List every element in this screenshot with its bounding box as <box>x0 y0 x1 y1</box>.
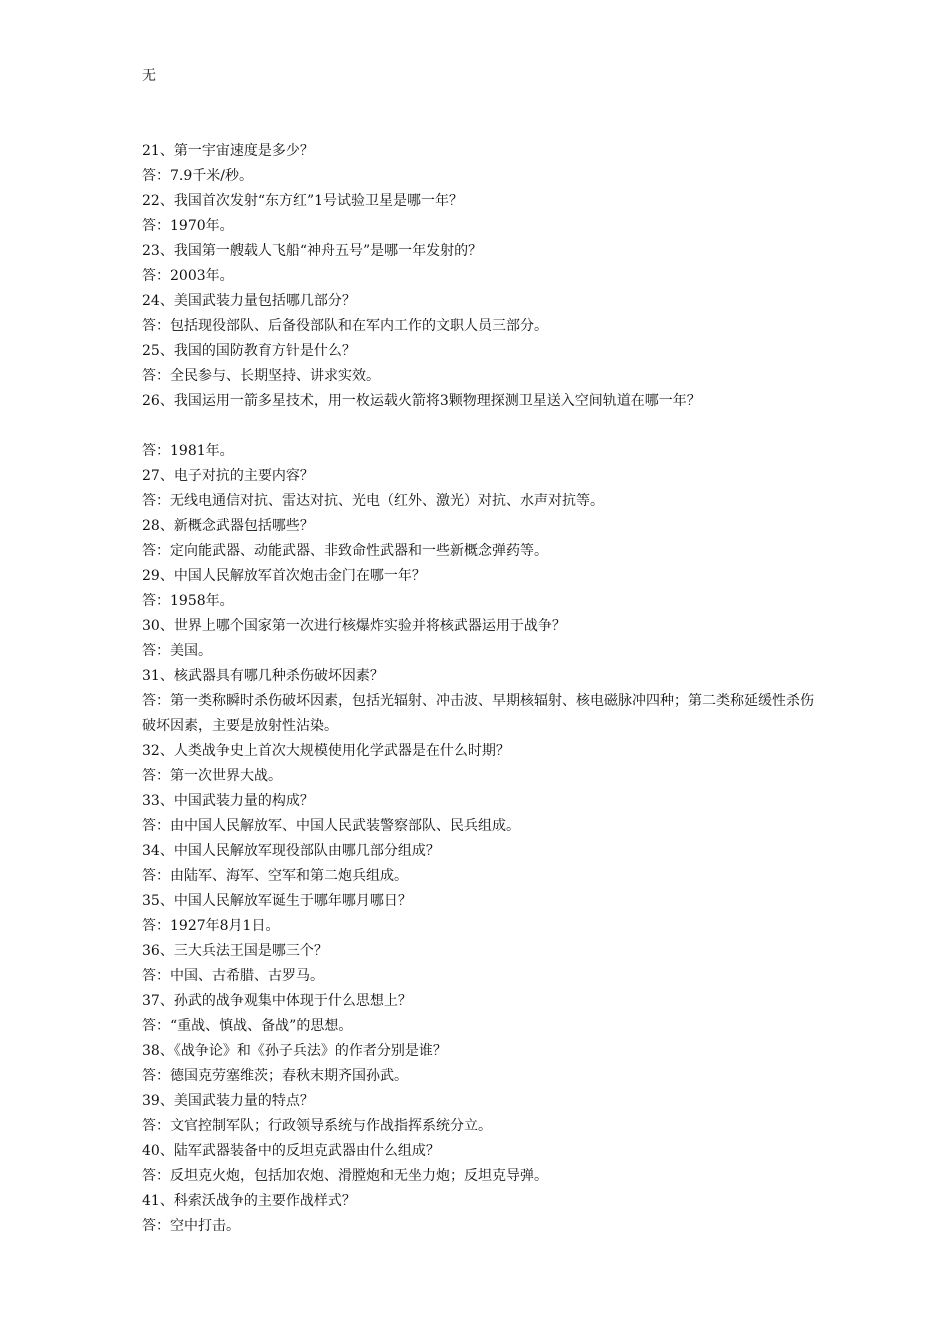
answer-27: 答：无线电通信对抗、雷达对抗、光电（红外、激光）对抗、水声对抗等。 <box>142 493 604 509</box>
answer-31: 答：第一类称瞬时杀伤破坏因素，包括光辐射、冲击波、早期核辐射、核电磁脉冲四种；第二类称延缓性杀伤破坏因素，主要是放射性沾染。 <box>142 693 814 734</box>
question-26: 26、我国运用一箭多星技术，用一枚运载火箭将3颗物理探测卫星送入空间轨道在哪一年？ <box>142 393 701 409</box>
question-41: 41、科索沃战争的主要作战样式？ <box>142 1193 356 1209</box>
answer-41: 答：空中打击。 <box>142 1218 240 1234</box>
question-23: 23、我国第一艘载人飞船“神舟五号”是哪一年发射的？ <box>142 243 483 259</box>
question-30: 30、世界上哪个国家第一次进行核爆炸实验并将核武器运用于战争？ <box>142 618 566 634</box>
question-29: 29、中国人民解放军首次炮击金门在哪一年？ <box>142 568 426 584</box>
question-31: 31、核武器具有哪几种杀伤破坏因素？ <box>142 668 384 684</box>
answer-39: 答：文官控制军队；行政领导系统与作战指挥系统分立。 <box>142 1118 492 1134</box>
question-40: 40、陆军武器装备中的反坦克武器由什么组成？ <box>142 1143 440 1159</box>
answer-26: 答：1981年。 <box>142 443 234 459</box>
question-33: 33、中国武装力量的构成？ <box>142 793 314 809</box>
answer-22: 答：1970年。 <box>142 218 234 234</box>
answer-21: 答：7.9千米/秒。 <box>142 168 253 184</box>
answer-40: 答：反坦克火炮，包括加农炮、滑膛炮和无坐力炮；反坦克导弹。 <box>142 1168 548 1184</box>
header-text: 无 <box>142 68 156 84</box>
question-32: 32、人类战争史上首次大规模使用化学武器是在什么时期？ <box>142 743 510 759</box>
spacer <box>142 414 822 439</box>
question-37: 37、孙武的战争观集中体现于什么思想上？ <box>142 993 412 1009</box>
question-34: 34、中国人民解放军现役部队由哪几部分组成？ <box>142 843 440 859</box>
question-21: 21、第一宇宙速度是多少？ <box>142 143 314 159</box>
answer-35: 答：1927年8月1日。 <box>142 918 280 934</box>
answer-28: 答：定向能武器、动能武器、非致命性武器和一些新概念弹药等。 <box>142 543 548 559</box>
question-25: 25、我国的国防教育方针是什么？ <box>142 343 356 359</box>
question-22: 22、我国首次发射“东方红”1号试验卫星是哪一年？ <box>142 193 464 209</box>
answer-24: 答：包括现役部队、后备役部队和在军内工作的文职人员三部分。 <box>142 318 548 334</box>
answer-37: 答：“重战、慎战、备战”的思想。 <box>142 1018 353 1034</box>
answer-36: 答：中国、古希腊、古罗马。 <box>142 968 324 984</box>
spacer <box>142 114 822 139</box>
answer-33: 答：由中国人民解放军、中国人民武装警察部队、民兵组成。 <box>142 818 520 834</box>
question-24: 24、美国武装力量包括哪几部分？ <box>142 293 356 309</box>
answer-38: 答：德国克劳塞维茨；春秋末期齐国孙武。 <box>142 1068 408 1084</box>
question-38: 38、《战争论》和《孙子兵法》的作者分别是谁？ <box>142 1043 447 1059</box>
answer-23: 答：2003年。 <box>142 268 234 284</box>
answer-25: 答：全民参与、长期坚持、讲求实效。 <box>142 368 380 384</box>
answer-34: 答：由陆军、海军、空军和第二炮兵组成。 <box>142 868 408 884</box>
question-35: 35、中国人民解放军诞生于哪年哪月哪日？ <box>142 893 412 909</box>
document-body <box>142 64 822 1239</box>
question-28: 28、新概念武器包括哪些？ <box>142 518 314 534</box>
answer-29: 答：1958年。 <box>142 593 234 609</box>
question-36: 36、三大兵法王国是哪三个？ <box>142 943 328 959</box>
question-27: 27、电子对抗的主要内容？ <box>142 468 314 484</box>
answer-30: 答：美国。 <box>142 643 212 659</box>
spacer <box>142 89 822 114</box>
question-39: 39、美国武装力量的特点？ <box>142 1093 314 1109</box>
answer-32: 答：第一次世界大战。 <box>142 768 282 784</box>
